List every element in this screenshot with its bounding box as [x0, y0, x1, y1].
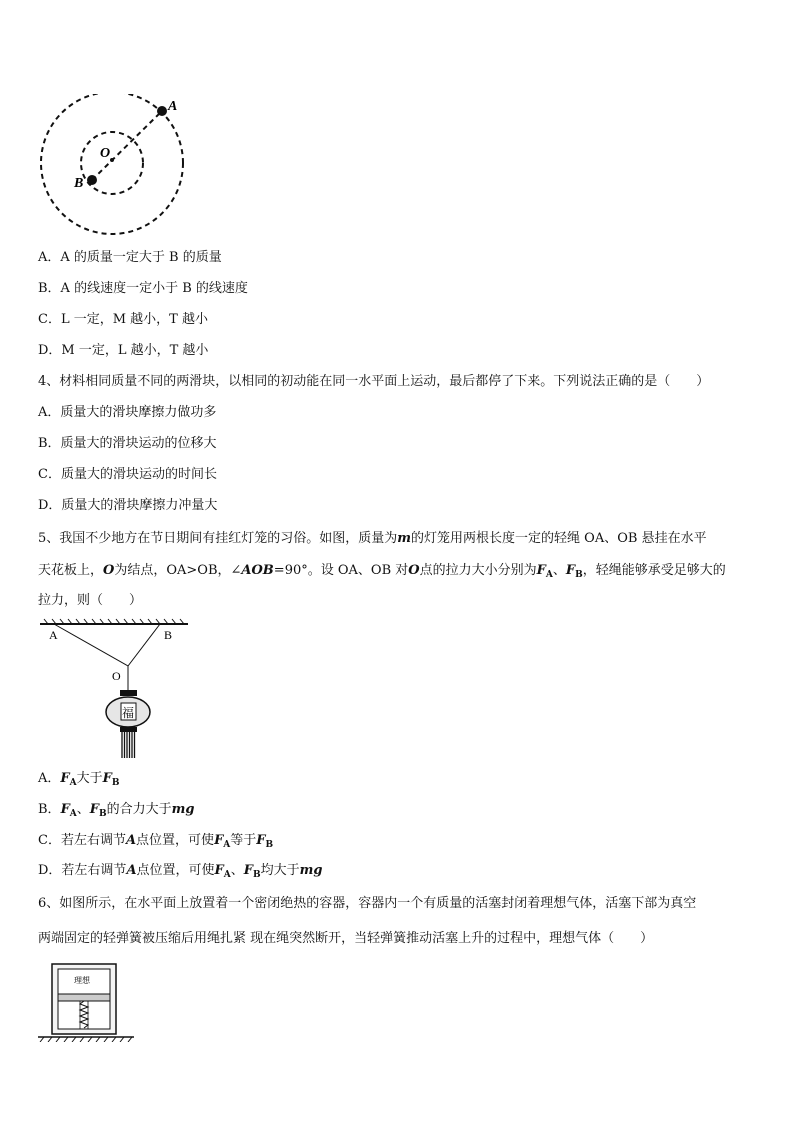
- q5-option-a: A．$F_A$大于$F_B$: [38, 771, 120, 788]
- q4-option-b: B．质量大的滑块运动的位移大: [38, 436, 217, 451]
- label-a: A: [168, 99, 178, 114]
- q5-option-d: D．若左右调节A点位置，可使$F_A$、$F_B$均大于mg: [38, 863, 323, 880]
- lantern-figure: [38, 618, 190, 760]
- label-o: O: [112, 669, 121, 683]
- label-b: B: [74, 176, 84, 191]
- q6-stem-line2: 两端固定的轻弹簧被压缩后用绳扎紧 现在绳突然断开，当轻弹簧推动活塞上升的过程中，理想气体（ ）: [38, 931, 654, 946]
- point-a: [157, 106, 167, 116]
- q4-option-c: C．质量大的滑块运动的时间长: [38, 467, 217, 482]
- piston: [58, 994, 110, 1001]
- q3-option-c: C．L 一定，M 越小，T 越小: [38, 312, 208, 327]
- container-figure: [38, 962, 136, 1042]
- q5-stem-line3: 拉力，则（ ）: [38, 593, 143, 608]
- label-a: A: [49, 628, 58, 642]
- lantern-bottom: [120, 727, 137, 732]
- q4-option-d: D．质量大的滑块摩擦力冲量大: [38, 498, 218, 513]
- rope-ob: [128, 624, 160, 666]
- q3-option-a: A．A 的质量一定大于 B 的质量: [38, 250, 222, 265]
- rope-oa: [54, 624, 128, 666]
- label-b: B: [164, 628, 173, 642]
- q5-stem-line1: 5、我国不少地方在节日期间有挂红灯笼的习俗。如图，质量为m的灯笼用两根长度一定的轻绳 OA、OB 悬挂在水平: [38, 531, 707, 546]
- lantern-char: 福: [122, 706, 135, 720]
- circular-orbit-figure: [36, 94, 196, 236]
- q5-option-c: C．若左右调节A点位置，可使$F_A$等于$F_B$: [38, 833, 274, 850]
- q6-stem-line1: 6、如图所示，在水平面上放置着一个密闭绝热的容器，容器内一个有质量的活塞封闭着理想气体，活塞下部为真空: [38, 896, 697, 911]
- label-o: O: [100, 146, 111, 161]
- q3-option-d: D．M 一定，L 越小，T 越小: [38, 343, 209, 358]
- center-o: [110, 158, 114, 162]
- q5-stem-line2: 天花板上，O为结点，OA>OB，∠AOB=90°。设 OA、OB 对O点的拉力大小分别为$F_A$、$F_B$，轻绳能够承受足够大的: [38, 563, 726, 580]
- q3-option-b: B．A 的线速度一定小于 B 的线速度: [38, 281, 248, 296]
- q5-option-b: B．$F_A$、$F_B$的合力大于mg: [38, 802, 195, 819]
- gas-label: 理想: [74, 976, 90, 985]
- q4-stem: 4、材料相同质量不同的两滑块，以相同的初动能在同一水平面上运动，最后都停了下来。下列说法正确的是（ ）: [38, 374, 710, 389]
- q4-option-a: A．质量大的滑块摩擦力做功多: [38, 405, 217, 420]
- lantern-tassel: [122, 732, 135, 758]
- point-b: [87, 175, 97, 185]
- lantern-cap: [120, 690, 137, 696]
